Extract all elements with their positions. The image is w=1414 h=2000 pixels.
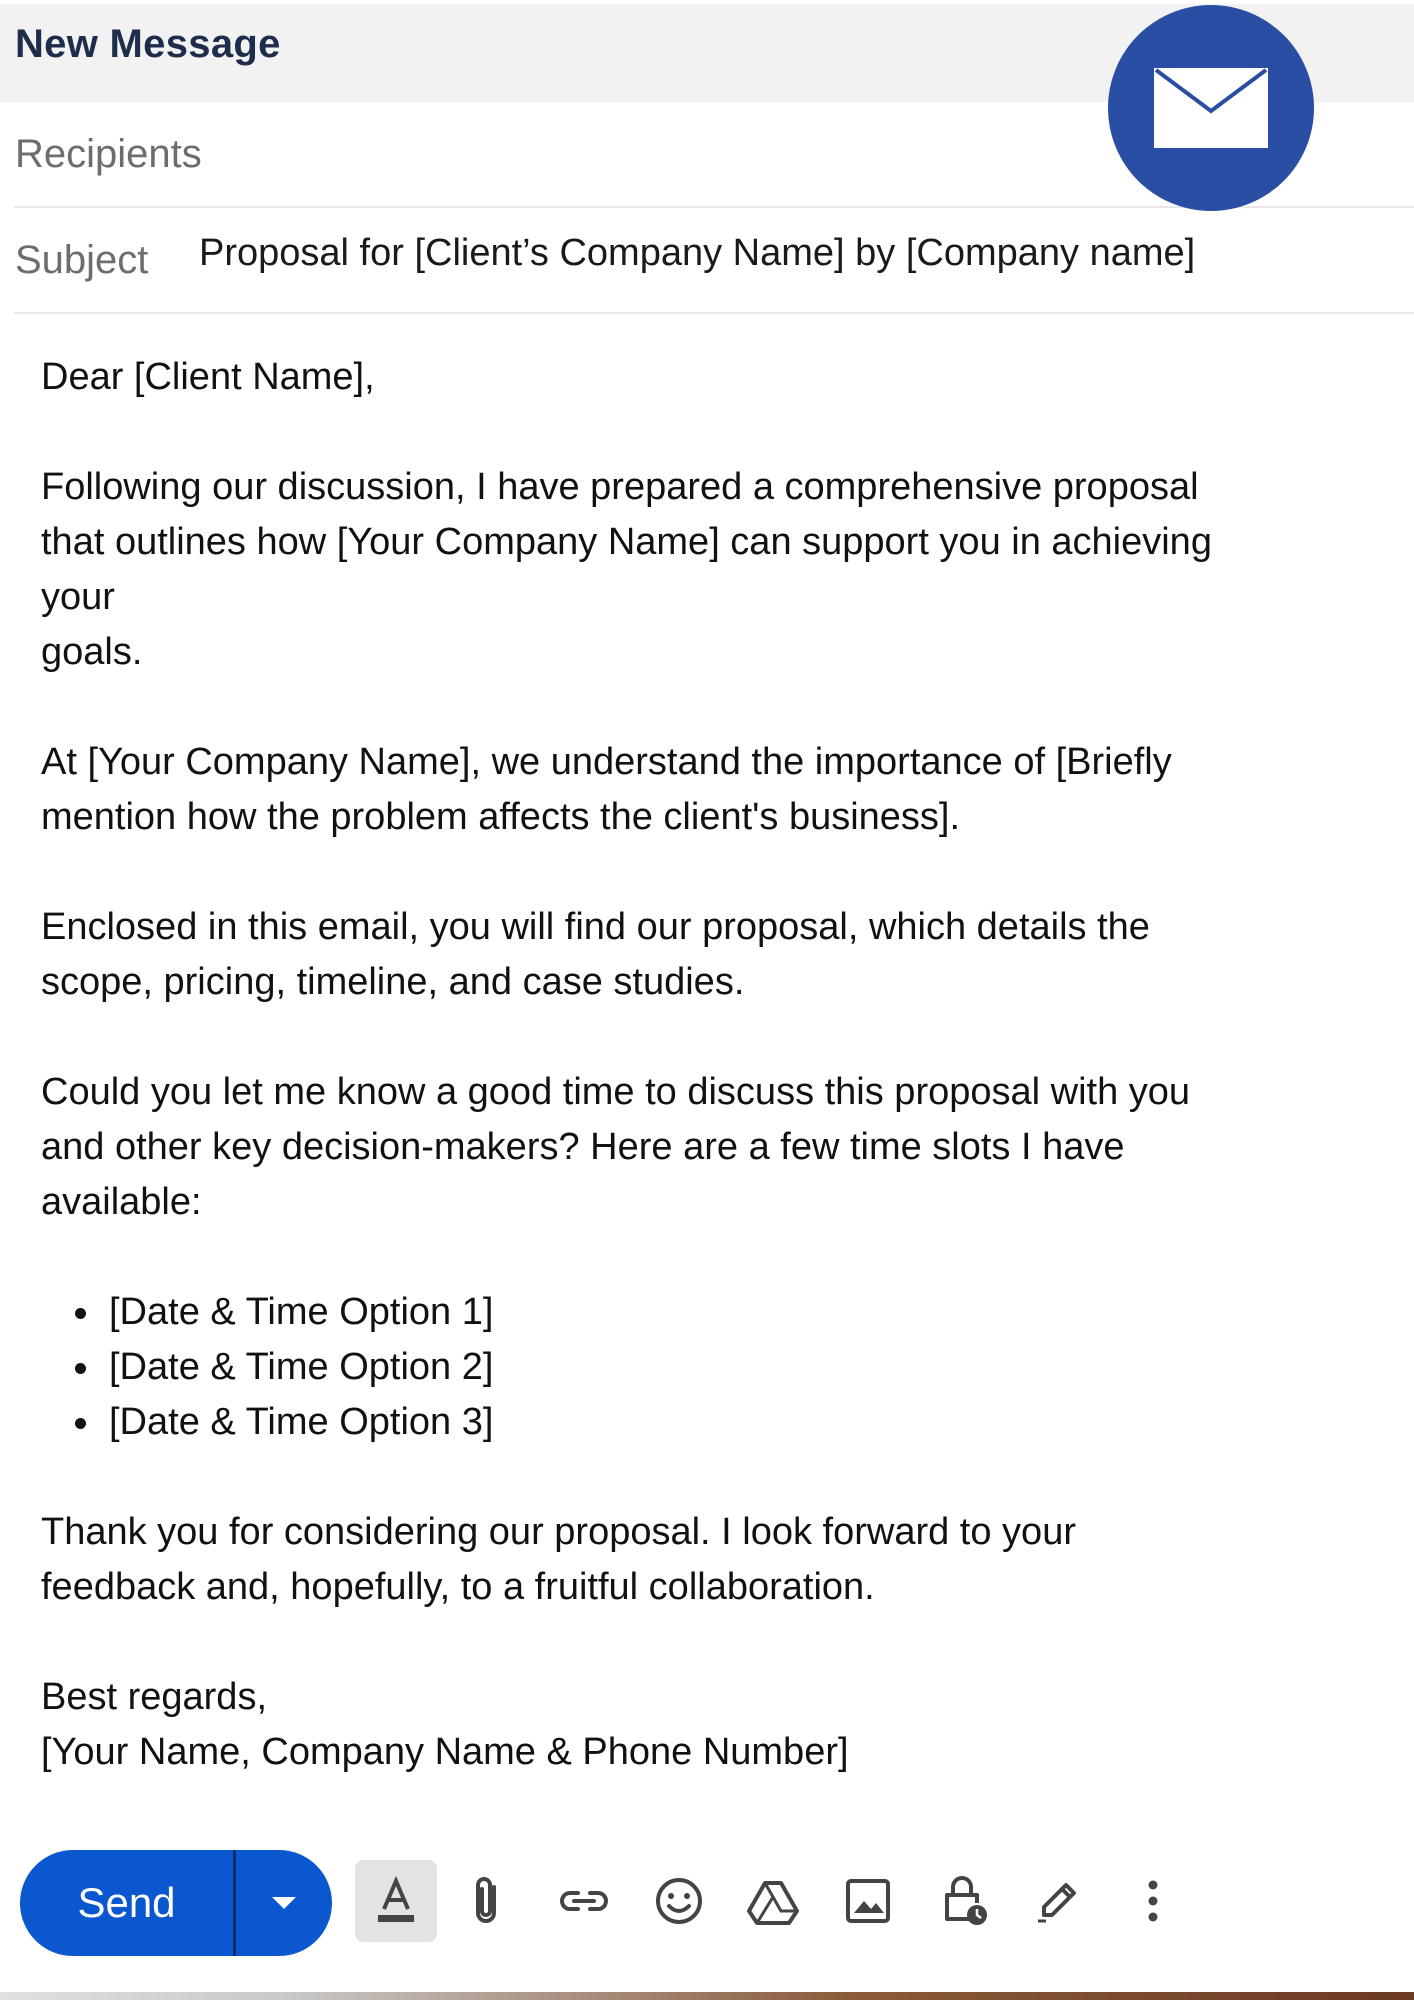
- signature-pen-icon: [1030, 1873, 1086, 1929]
- time-options-list: [41, 1285, 1341, 1450]
- confidential-lock-icon: [935, 1873, 991, 1929]
- paragraph-3-line-2: scope, pricing, timeline, and case studies.: [41, 961, 745, 1003]
- recipients-label: Recipients: [15, 132, 202, 176]
- confidential-mode-button[interactable]: [922, 1860, 1004, 1942]
- message-body[interactable]: [41, 350, 1341, 1780]
- bottom-edge: [0, 1992, 1414, 2000]
- greeting-text: Dear [Client Name],: [41, 356, 375, 398]
- signature-text: [Your Name, Company Name & Phone Number]: [41, 1731, 849, 1773]
- list-item: [Date & Time Option 1]: [41, 1285, 1341, 1340]
- link-button[interactable]: [543, 1860, 625, 1942]
- list-item: [Date & Time Option 3]: [41, 1395, 1341, 1450]
- subject-field[interactable]: [14, 208, 1414, 314]
- format-text-icon: [368, 1873, 424, 1929]
- more-options-button[interactable]: [1112, 1860, 1194, 1942]
- paragraph-2-line-2: mention how the problem affects the client's business].: [41, 796, 961, 838]
- subject-label: Subject: [15, 238, 149, 282]
- paragraph-4-line-1: Could you let me know a good time to discuss this proposal with you: [41, 1071, 1191, 1113]
- signature-button[interactable]: [1017, 1860, 1099, 1942]
- paragraph-1-line-2: that outlines how [Your Company Name] can support you in achieving: [41, 521, 1212, 563]
- drive-button[interactable]: [732, 1860, 814, 1942]
- image-icon: [840, 1873, 896, 1929]
- paragraph-2-line-1: At [Your Company Name], we understand the importance of [Briefly: [41, 741, 1172, 783]
- send-button-group: [20, 1850, 332, 1956]
- closing-text: Best regards,: [41, 1676, 267, 1718]
- compose-title: New Message: [15, 22, 281, 66]
- caret-down-icon: [270, 1895, 298, 1911]
- subject-input[interactable]: Proposal for [Client’s Company Name] by [Company name]: [199, 232, 1196, 274]
- paragraph-1-line-4: goals.: [41, 631, 143, 673]
- list-item: [Date & Time Option 2]: [41, 1340, 1341, 1395]
- attach-icon: [460, 1873, 516, 1929]
- paragraph-1-line-3: your: [41, 576, 115, 618]
- send-button[interactable]: Send: [77, 1879, 176, 1926]
- insert-photo-button[interactable]: [827, 1860, 909, 1942]
- paragraph-4-line-3: available:: [41, 1181, 202, 1223]
- attach-button[interactable]: [447, 1860, 529, 1942]
- paragraph-1-line-1: Following our discussion, I have prepared a comprehensive proposal: [41, 466, 1199, 508]
- mail-envelope-icon: [1108, 5, 1314, 211]
- emoji-icon: [651, 1873, 707, 1929]
- format-text-button[interactable]: [355, 1860, 437, 1942]
- send-options-button[interactable]: [236, 1850, 332, 1956]
- paragraph-4-line-2: and other key decision-makers? Here are a few time slots I have: [41, 1126, 1125, 1168]
- link-icon: [556, 1873, 612, 1929]
- more-options-icon: [1125, 1873, 1181, 1929]
- compose-toolbar: [0, 1830, 1414, 1980]
- emoji-button[interactable]: [638, 1860, 720, 1942]
- paragraph-5-line-2: feedback and, hopefully, to a fruitful collaboration.: [41, 1566, 875, 1608]
- drive-icon: [745, 1873, 801, 1929]
- paragraph-5-line-1: Thank you for considering our proposal. I look forward to your: [41, 1511, 1076, 1553]
- paragraph-3-line-1: Enclosed in this email, you will find our proposal, which details the: [41, 906, 1150, 948]
